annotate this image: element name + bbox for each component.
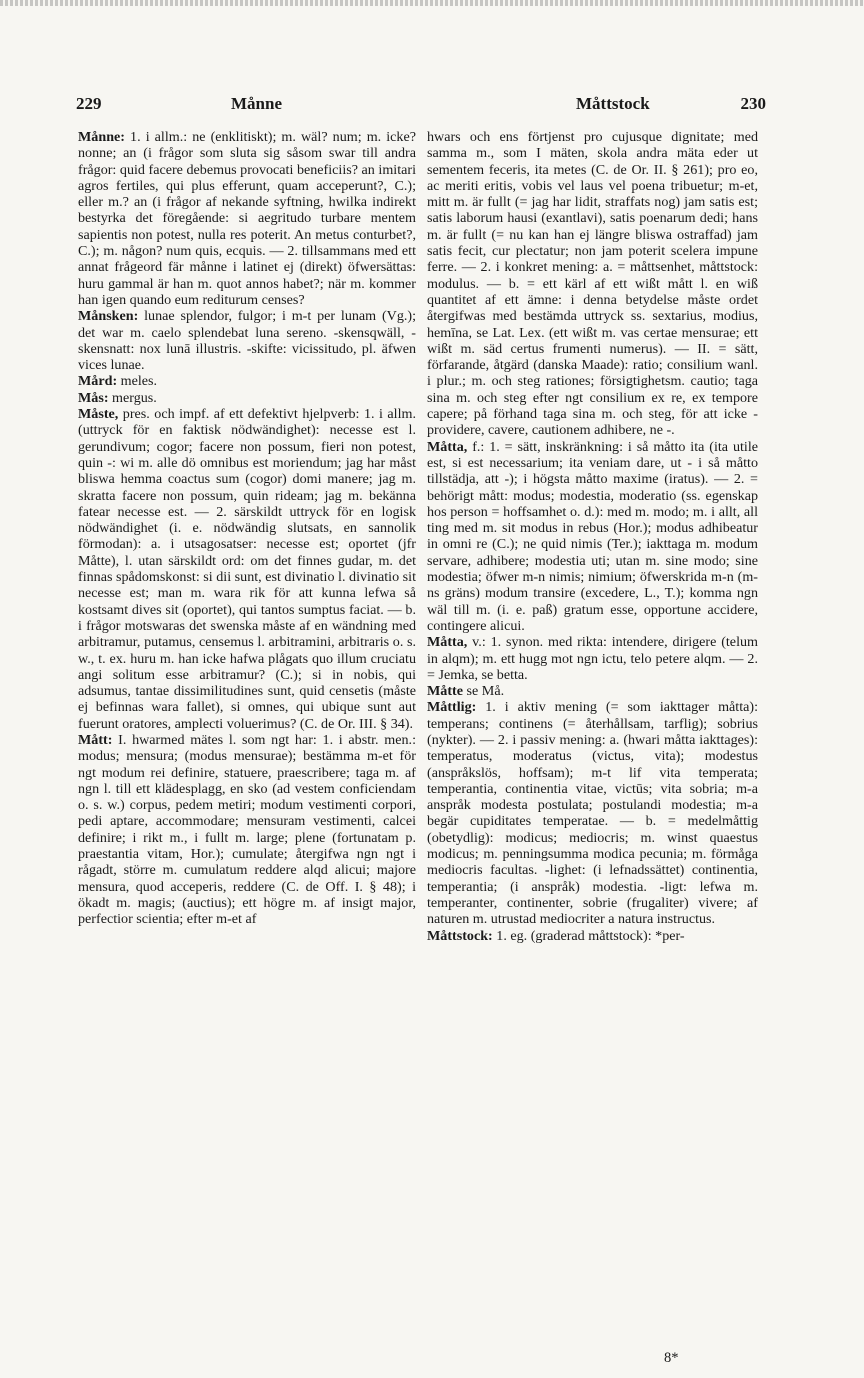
catchword-right: Måttstock <box>576 94 650 113</box>
dictionary-entry <box>427 439 758 635</box>
entry-headword: Måttlig: <box>427 699 477 716</box>
dictionary-entry <box>427 129 758 439</box>
left-column <box>78 129 416 928</box>
entry-text: 1. i allm.: ne (enklitiskt); m. wäl? num; m. icke? nonne; an (i frågor som sluta sig såsom swar till andra frågor: quid facere debemus provocati beneficiis? an imitari agros fertiles, qui plus efferunt, quam acceperunt?, C.); eller m.? an (i frågor af nekande syftning, hwilka indirekt bestyrka det föregående: si aegritudo turbare mentem sapientis non potest, nulla res poterit. An metus conturbet?, C.); m. någon? num quis, ecquis. — 2. tillsammans med ett annat frågeord fär månne i latinet ej (direkt) öfwersättas: huru gammal är han m. quot annos habet?; när m. kommer han igen quando eum rediturum censes? <box>78 129 416 308</box>
dictionary-entry <box>78 732 416 928</box>
dictionary-entry <box>427 634 758 683</box>
right-column <box>427 129 758 944</box>
dictionary-entry <box>78 373 416 389</box>
catchword-left: Månne <box>231 94 282 113</box>
entry-headword: Måtta, <box>427 438 468 455</box>
entry-text: f.: 1. = sätt, inskränkning: i så måtto ita (ita utile est, si est necessarium; ita veniam dare, ut - i så måtto tillstädja, att -); i högsta måtto maxime (iratus). — 2. = behörigt mått: modus; modestia, moderatio (ss. egenskap hos person = hoffsamhet o. d.): med m. modo; m. i allt, all ting med m. sit modus in rebus (Hor.); modus adhibeatur in omni re (C.); ne quid nimis (Ter.); iakttaga m. modum servare, adhibere; modestia uti; utan m. sine modo; sine modestia; öfwer m-n nimis; nimium; öfwerskrida m-n (m-ns gräns) modum transire (excedere, L., T.); komma ngn wäl till m. (i. e. paß) gratum esse, opportune accidere, contingere alicui. <box>427 438 758 634</box>
entry-text: se Må. <box>463 683 505 700</box>
page-number-right: 230 <box>740 94 766 113</box>
dictionary-entry <box>427 683 758 699</box>
entry-text: lunae splendor, fulgor; i m-t per lunam (Vg.); det war m. caelo splendebat luna sereno. -skensqwäll, -skensnatt: nox lunā illustris. -skifte: vicissitudo, pl. äfwen vices lunae. <box>78 308 416 374</box>
entry-headword: Måtte <box>427 683 463 700</box>
entry-headword: Mås: <box>78 389 109 406</box>
dictionary-entry <box>78 129 416 308</box>
dictionary-entry <box>427 699 758 927</box>
running-header <box>76 94 766 118</box>
dictionary-entry <box>78 308 416 373</box>
entry-headword: Månsken: <box>78 308 139 325</box>
page-top-border <box>0 0 864 6</box>
entry-text: v.: 1. synon. med rikta: intendere, dirigere (telum in alqm); m. ett hugg mot ngn ictu, telo petere alqm. — 2. = Jemka, se betta. <box>427 634 758 683</box>
entry-text: mergus. <box>108 389 157 406</box>
entry-text: 1. eg. (graderad måttstock): *per- <box>492 927 685 944</box>
page-number-left: 229 <box>76 94 102 113</box>
entry-headword: Mård: <box>78 373 118 390</box>
entry-headword: Måtta, <box>427 634 468 651</box>
signature-mark: 8* <box>664 1350 679 1366</box>
dictionary-entry <box>78 406 416 732</box>
entry-text: meles. <box>117 373 158 390</box>
entry-headword: Måttstock: <box>427 927 493 944</box>
entry-text: 1. i aktiv mening (= som iakttager måtta): temperans; continens (= återhållsam, tarflig); sobrius (nykter). — 2. i passiv mening: a. (hwari måtta iakttages): temperatus, moderatus (victus, vita); modestus (anspråkslös, hoffsam); m-t lif vita temperata; temperantia, continentia vitae, victūs; vita sobria; m-a anspråk modesta postulata; postulandi modestia; m-a begär cupiditates temperatae. — b. = medelmåttig (obetydlig): modicus; mediocris; m. winst quaestus modicus; m. penningsumma modica pecunia; m. förmåga mediocris facultas. -lighet: (i lefnadssättet) continentia, temperantia; (i anspråk) modestia. -ligt: lefwa m. temperanter, continenter, sobrie (frugaliter) vivere; af naturen m. utrustad mediocriter a natura instructus. <box>427 699 758 928</box>
entry-headword: Mått: <box>78 731 113 748</box>
entry-headword: Måste, <box>78 406 119 423</box>
dictionary-entry <box>78 390 416 406</box>
dictionary-entry <box>427 928 758 944</box>
entry-text: pres. och impf. af ett defektivt hjelpverb: 1. i allm. (uttryck för en faktisk nödwändighet): necesse est l. gerundivum; cogor; facere non possum, fieri non potest, quin -: wi m. alle dö omnibus est moriendum; jag har måst bliswa hemma coactus sum (cogor) domi manere; jag m. skratta facere non possum, quin rideam; jag m. bekänna fatear necesse est. — 2. särskildt uttryck för en logisk nödwändighet (i. e. nödwändig slutsats, en sannolik förmodan): a. i utsagosatser: necesse est; oportet (jfr Måtte), l. utan särskildt ord: om det finnes gudar, m. det finnas spådomskonst: si dii sunt, est divinatio l. divinatio sit necesse est; man m. wara rik för att kunna lefwa så kostsamt dives sit (oportet), qui tantos sumptus faciat. — b. i frågor motswaras det swenska måste af en wändning med arbitramur, putamus, censemus l. arbitramini, arbitraris o. s. w., t. ex. huru m. han icke hafwa plågats quo illum cruciatu angi solitum esse arbitramur? (C.); si in nobis, qui adsumus, tantae dissimilitudines sunt, quid censetis (måste ej befinnas wara fallet), si omnes, qui ubique sunt aut fuerunt oratores, amplecti voluerimus? (C. de Or. III. § 34). <box>78 406 416 732</box>
entry-text: hwars och ens förtjenst pro cujusque dignitate; med samma m., som I mäten, skola andra mäta eder ut sementem feceris, ita metes (C. de Or. II. § 261); pro eo, ac meriti eritis, vobis vel laus vel poena tribuetur; m-et, mitt m. är fullt (= jag har lidit, straffats nog) jam satis est; satis laborum hausi (exantlavi), satis poenarum dedi; hans m. är fullt (= nu kan han ej längre bliswa ostraffad) jam satis fecit, cur plectatur; non jam poterit scelera impune ferre. — 2. i konkret mening: a. = måttsenhet, måttstock: modulus. — b. = ett kärl af ett wißt mått l. en wiß quantitet af ett ämne: i denna betydelse måste ordet återgifwas med bestämda uttryck ss. sextarius, modius, hemīna, se Lat. Lex. (ett wißt m. vas certae mensurae; ett wißt m. säd certus frumenti numerus). — II. = sätt, förfarande, åtgärd (danska Maade): ratio; consilium wanl. i plur.; m. och steg rationes; försigtighetsm. cautio; taga sina m. och steg efter ngt consilium ex re, ex tempore capere; på förhand taga sina m. och steg, för att icke - providere, cavere, cautionem adhibere, ne -. <box>427 129 758 439</box>
entry-headword: Månne: <box>78 129 125 145</box>
entry-text: I. hwarmed mätes l. som ngt har: 1. i abstr. men.: modus; mensura; (modus mensurae); bestämma m-et för ngt modum rei definire, statuere, praescribere; taga m. af ngn l. till ett klädesplagg, en sko (ad vestem conficiendam o. s. w.) corpus, pedem metiri; modum vestimenti corpori, pedi aptare, accommodare; mensuram vestimenti, calcei definire; i rikt m., i fullt m. large; plene (fortunatam p. praestantia vitam, Hor.); cumulate; återgifwa ngn ngt i rågadt, större m. cumulatum reddere alqd alicui; majore mensura, quod acceperis, reddere (C. de Off. I. § 48); i ökadt m. magis; (auctius); ett högre m. af insigt major, perfectior scientia; efter m-et af <box>78 731 416 928</box>
